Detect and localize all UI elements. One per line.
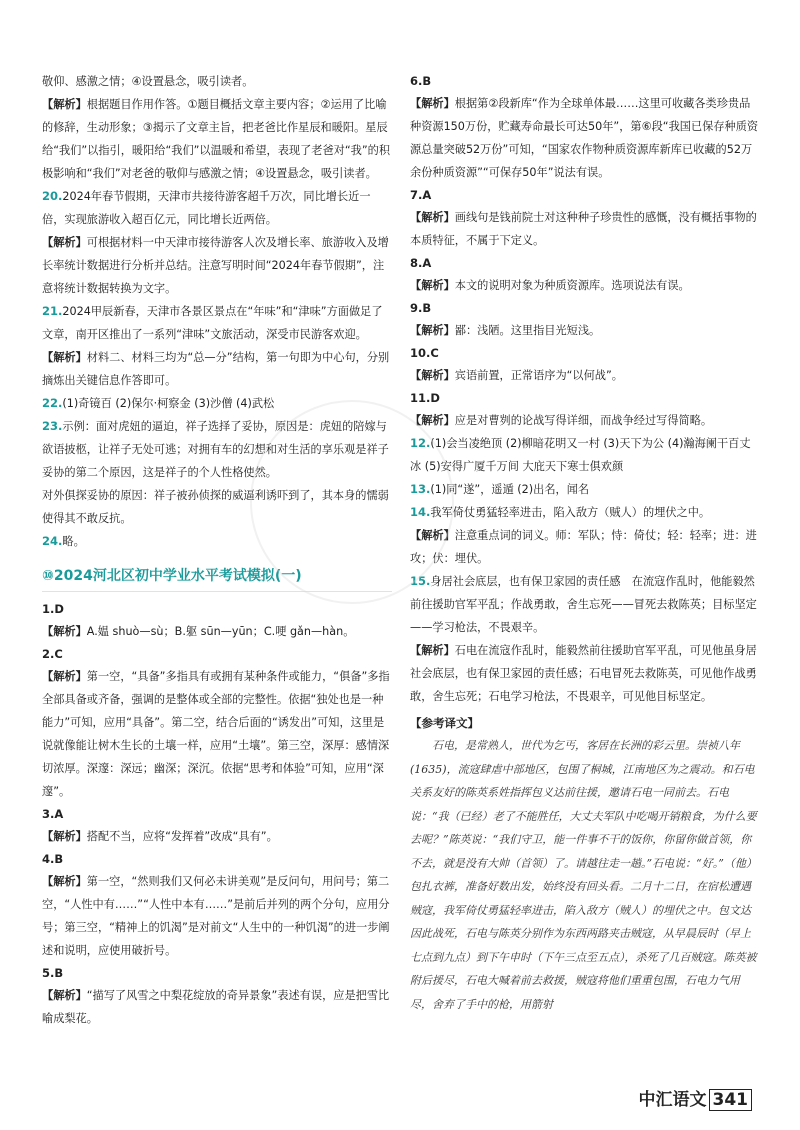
section-title: ⑩2024河北区初中学业水平考试模拟(一)	[42, 563, 392, 592]
explanation-text: 鄙：浅陋。这里指目光短浅。	[454, 324, 601, 337]
page-footer	[639, 1085, 753, 1110]
answer-key: 5.B	[42, 966, 64, 980]
answer-key: 1.D	[42, 602, 64, 616]
explanation-paragraph	[410, 206, 760, 252]
answer-key: 6.B	[410, 74, 432, 88]
explanation-text: “描写了风雪之中梨花绽放的奇异景象”表述有误，应是把雪比喻成梨花。	[42, 989, 390, 1025]
explanation-text: 第一空，“具备”多指具有或拥有某种条件或能力，“俱备”多指全部具备或齐备，强调的是整体或全部的完整性。依据“独处也是一种能力”可知，应用“具备”。第二空，结合后面的“诱发出”可知，这里是说就像能让树木生长的土壤一样，应用“土壤”。第三空，深厚：感情深切浓厚。深邃：深远；幽深；深沉。依据“思考和体验”可知，应用“深邃”。	[42, 670, 390, 798]
explanation-label: 【解析】	[42, 625, 87, 638]
explanation-label: 【解析】	[42, 670, 87, 683]
question-number: 22.	[42, 396, 63, 410]
explanation-paragraph	[410, 274, 760, 297]
explanation-label: 【解析】	[410, 529, 455, 542]
explanation-paragraph	[410, 364, 760, 387]
explanation-label: 【解析】	[410, 324, 455, 337]
question-answer	[42, 185, 392, 231]
question-number: 21.	[42, 304, 63, 318]
answer-key: 7.A	[410, 188, 432, 202]
explanation-paragraph	[42, 870, 392, 962]
answer-text: (1)会当凌绝顶 (2)柳暗花明又一村 (3)天下为公 (4)瀚海阑干百丈冰 (5)安得广厦千万间 大庇天下寒士俱欢颜	[410, 437, 751, 473]
explanation-paragraph	[42, 70, 392, 93]
explanation-text: 材料二、材料三均为“总—分”结构，第一句即为中心句，分别摘炼出关键信息作答即可。	[42, 351, 390, 387]
explanation-paragraph	[410, 639, 760, 708]
explanation-label: 【解析】	[410, 414, 455, 427]
reference-translation-text: 石电，是常熟人，世代为乞丐，客居在长洲的彩云里。崇祯八年(1635)，流寇肆虐中部地区，包围了桐城，江南地区为之震动。和石电关系友好的陈英系姓指挥包义达前往援，邀请石电一同前去。石电说：“我（已经）老了不能胜任，大丈夫军队中吃喝开销粮食，为什么要去呢？”陈英说：“我们守卫，能一件事不干的饭你，你留你做首领，你不去，就是没有大帅（首领）了。请越往走一趟。”石电说：“好。”（他）包扎衣裤，准备好数出发，始终没有回头看。二月十二日，在宿松遭遇贼寇，我军倚仗勇猛轻率进击，陷入敌方（贼人）的埋伏之中。包文达因此战死，石电与陈英分别作为东西两路夹击贼寇，从早晨辰时（早上七点到九点）到下午申时（下午三点至五点），杀死了几百贼寇。陈英被附后援尽，石电大喊着前去救援，贼寇将他们重重包围，石电力气用尽，舍弃了手中的枪，用箭射	[410, 739, 757, 1011]
explanation-text: 敬仰、感激之情；④设置悬念，吸引读者。	[42, 75, 254, 88]
answer-key: 3.A	[42, 807, 64, 821]
explanation-label: 【解析】	[410, 97, 455, 110]
footer-brand: 中汇语文	[638, 1090, 707, 1110]
explanation-label: 【解析】	[42, 830, 87, 843]
explanation-text: 根据题目作用作答。①题目概括文章主要内容；②运用了比喻的修辞，生动形象；③揭示了文章主旨，把老爸比作星辰和暖阳。星辰给“我们”以指引，暖阳给“我们”以温暖和希望，表现了老爸对“我”的积极影响和“我们”对老爸的敬仰与感激之情；④设置悬念，吸引读者。	[42, 98, 391, 180]
explanation-label: 【解析】	[410, 279, 455, 292]
answer-text: (1)同“遂”，遥遁 (2)出名，闻名	[430, 483, 590, 496]
question-number: 24.	[42, 534, 63, 548]
explanation-paragraph	[410, 92, 760, 184]
explanation-label: 【解析】	[42, 98, 87, 111]
answer-text: 身居社会底层，也有保卫家园的责任感 在流寇作乱时，他能毅然前往援助官军平乱；作战勇敢，舍生忘死——冒死去救陈英；目标坚定——学习枪法，不畏艰辛。	[410, 575, 757, 634]
explanation-paragraph	[42, 346, 392, 392]
answer-text: 2024年春节假期，天津市共接待游客超千万次，同比增长近一倍，实现旅游收入超百亿元，同比增长近两倍。	[42, 190, 371, 226]
explanation-paragraph	[42, 93, 392, 185]
explanation-label: 【解析】	[42, 875, 87, 888]
explanation-paragraph	[410, 319, 760, 342]
explanation-label: 【解析】	[410, 211, 455, 224]
explanation-text: 石电在流寇作乱时，能毅然前往援助官军平乱，可见他虽身居社会底层，也有保卫家园的责任感；石电冒死去救陈英，可见他作战勇敢，舍生忘死；石电学习枪法，不畏艰辛，可见他目标坚定。	[410, 644, 757, 703]
question-answer	[410, 501, 760, 524]
question-answer	[410, 478, 760, 501]
question-number: 20.	[42, 189, 63, 203]
explanation-paragraph	[42, 665, 392, 803]
answer-text: 2024甲辰新春，天津市各景区景点在“年味”和“津味”方面做足了文章，南开区推出了一系列“津味”文旅活动，深受市民游客欢迎。	[42, 305, 383, 341]
explanation-paragraph	[410, 524, 760, 570]
answer-text: 我军倚仗勇猛轻率进击，陷入敌方（贼人）的埋伏之中。	[430, 506, 711, 519]
explanation-paragraph	[42, 984, 392, 1030]
question-answer	[410, 570, 760, 639]
explanation-label: 【解析】	[42, 236, 87, 249]
explanation-text: 对外俱探妥协的原因：祥子被孙侦探的威逼利诱吓到了，其本身的懦弱使得其不敢反抗。	[42, 489, 389, 525]
explanation-text: 注意重点词的词义。师：军队；恃：倚仗；轻：轻率；进：进攻；伏：埋伏。	[410, 529, 757, 565]
reference-translation-title: 【参考译文】	[410, 716, 479, 730]
explanation-text: 第一空，“然则我们又何必未讲美观”是反问句，用问号；第二空，“人性中有……”“人性中本有……”是前后并列的两个分句，应用分号；第三空，“精神上的饥渴”是对前文“人生中的一种饥渴”的进一步阐述和说明，应使用破折号。	[42, 875, 390, 957]
question-answer	[410, 432, 760, 478]
question-number: 13.	[410, 482, 431, 496]
explanation-text: 搭配不当，应将“发挥着”改成“具有”。	[86, 830, 278, 843]
question-number: 14.	[410, 505, 431, 519]
explanation-text: 本文的说明对象为种质资源库。选项说法有误。	[454, 279, 690, 292]
explanation-text: 宾语前置，正常语序为“以何战”。	[454, 369, 623, 382]
explanation-text: 应是对曹刿的论战写得详细，而战争经过写得简略。	[454, 414, 713, 427]
answer-key: 9.B	[410, 301, 432, 315]
answer-key: 2.C	[42, 647, 63, 661]
answer-key: 11.D	[410, 391, 440, 405]
explanation-label: 【解析】	[410, 369, 455, 382]
explanation-text: 画线句是钱前院士对这种种子珍贵性的感慨，没有概括事物的本质特征，不属于下定义。	[410, 211, 757, 247]
question-number: 15.	[410, 574, 431, 588]
explanation-text: A.媪 shuò—sù；B.躯 sūn—yūn；C.哽 gǎn—hàn。	[86, 625, 355, 638]
answer-text: (1)奇镜百 (2)保尔·柯察金 (3)沙僧 (4)武松	[62, 397, 275, 410]
answer-text: 略。	[62, 535, 85, 548]
right-column	[410, 70, 760, 1016]
explanation-text: 可根据材料一中天津市接待游客人次及增长率、旅游收入及增长率统计数据进行分析并总结。注意写明时间“2024年春节假期”，注意将统计数据转换为文字。	[42, 236, 389, 295]
explanation-text: 根据第②段新库“作为全球单体最……这里可收藏各类珍贵品种资源150万份，贮藏寿命最长可达50年”，第⑥段“我国已保存种质资源总量突破52万份”可知，“国家农作物种质资源库新库已收藏的52万余份种质资源”“可保存50年”说法有误。	[410, 97, 759, 179]
watermark-seal	[250, 400, 454, 604]
question-number: 12.	[410, 436, 431, 450]
answer-text: 示例：面对虎妞的逼迫，祥子选择了妥协，原因是：虎妞的陪嫁与欲语披柩，让祥子无处可逃；对拥有车的幻想和对生活的享乐观是祥子妥协的第二个原因，这是祥子的个人性格使然。	[42, 420, 389, 479]
question-number: 23.	[42, 419, 63, 433]
explanation-label: 【解析】	[42, 351, 87, 364]
explanation-label: 【解析】	[42, 989, 87, 1002]
page-number: 341	[709, 1089, 753, 1111]
explanation-label: 【解析】	[410, 644, 455, 657]
answer-key: 8.A	[410, 256, 432, 270]
explanation-paragraph	[42, 620, 392, 643]
explanation-paragraph	[410, 409, 760, 432]
explanation-paragraph	[42, 231, 392, 300]
answer-key: 4.B	[42, 852, 64, 866]
answer-key: 10.C	[410, 346, 439, 360]
explanation-paragraph	[42, 825, 392, 848]
question-answer	[42, 300, 392, 346]
